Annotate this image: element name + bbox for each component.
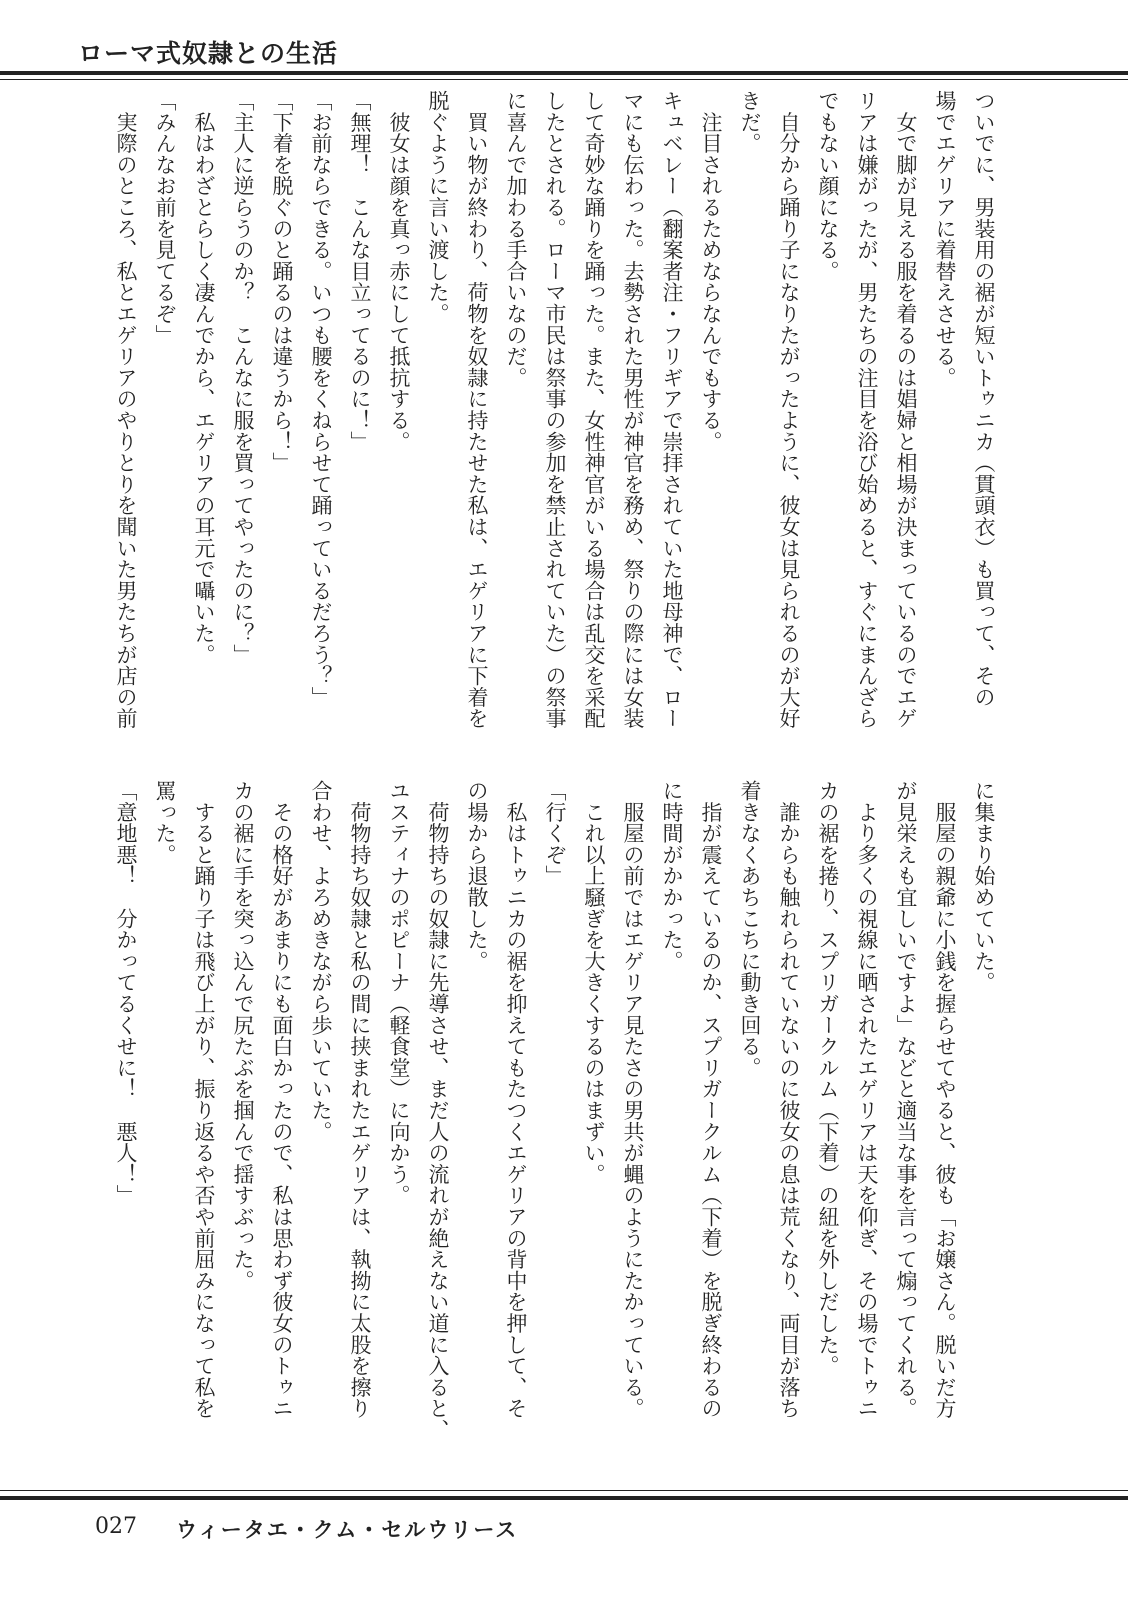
text-column: その格好があまりにも面白かったので、私は思わず彼女のトゥニ [270,780,294,1419]
text-column: 「意地悪！ 分かってるくせに！ 悪人！」 [114,780,138,1206]
text-column: 私はトゥニカの裾を抑えてもたつくエゲリアの背中を押して、そ [504,780,528,1419]
body-text-top [106,90,1003,740]
text-column: きだ。 [738,90,762,154]
text-column: マにも伝わった。去勢された男性が神官を務め、祭りの際には女装 [621,90,645,729]
text-column: に喜んで加わる手合いなのだ。 [504,90,528,389]
text-column: 「下着を脱ぐのと踊るのは違うから！」 [270,90,294,474]
text-column: これ以上騒ぎを大きくするのはまずい。 [582,780,606,1185]
text-column: でもない顔になる。 [816,90,840,282]
text-column: カの裾に手を突っ込んで尻たぶを掴んで揺すぶった。 [231,780,255,1292]
page-header-title: ローマ式奴隷との生活 [78,39,339,68]
body-text-bottom [106,780,1003,1450]
header-rule-thick [0,71,1128,75]
footer-book-title: ウィータエ・クム・セルウリース [176,1517,519,1542]
text-column: 合わせ、よろめきながら歩いていた。 [309,780,333,1143]
text-column: ついでに、男装用の裾が短いトゥニカ（貫頭衣）も買って、その [972,90,996,708]
header-rule-thin [0,79,1128,80]
text-column: 荷物持ちの奴隷に先導させ、まだ人の流れが絶えない道に入ると、 [426,780,450,1441]
text-column: 私はわざとらしく凄んでから、エゲリアの耳元で囁いた。 [192,90,216,666]
text-column: 「お前ならできる。いつも腰をくねらせて踊っているだろう？」 [309,90,333,708]
text-column: に集まり始めていた。 [972,780,996,993]
text-column: 彼女は顔を真っ赤にして抵抗する。 [387,90,411,453]
footer-rule-thin [0,1490,1128,1491]
text-column: 「行くぞ」 [543,780,567,887]
text-column: リアは嫌がったが、男たちの注目を浴び始めると、すぐにまんざら [855,90,879,729]
text-column: 服屋の親爺に小銭を握らせてやると、彼も「お嬢さん。脱いだ方 [933,780,957,1419]
text-column: 自分から踊り子になりたがったように、彼女は見られるのが大好 [777,90,801,729]
text-column: 服屋の前ではエゲリア見たさの男共が蝿のようにたかっている。 [621,780,645,1419]
text-column: 脱ぐように言い渡した。 [426,90,450,325]
text-column: 女で脚が見える服を着るのは娼婦と相場が決まっているのでエゲ [894,90,918,729]
text-column: 罵った。 [153,780,177,866]
text-column: キュベレー（翻案者注・フリギアで崇拝されていた地母神で、ロー [660,90,684,729]
text-column: ユスティナのポピーナ（軽食堂）に向かう。 [387,780,411,1206]
page-number: 027 [95,1514,137,1539]
text-column: 注目されるためならなんでもする。 [699,90,723,453]
text-column: 買い物が終わり、荷物を奴隷に持たせた私は、エゲリアに下着を [465,90,489,729]
text-column: 実際のところ、私とエゲリアのやりとりを聞いた男たちが店の前 [114,90,138,729]
text-column: が見栄えも宜しいですよ」などと適当な事を言って煽ってくれる。 [894,780,918,1419]
text-column: 「主人に逆らうのか？ こんなに服を買ってやったのに？」 [231,90,255,666]
text-column: 指が震えているのか、スプリガークルム（下着）を脱ぎ終わるの [699,780,723,1419]
text-column: 誰からも触れられていないのに彼女の息は荒くなり、両目が落ち [777,780,801,1419]
text-column: 荷物持ち奴隷と私の間に挟まれたエゲリアは、執拗に太股を擦り [348,780,372,1419]
text-column: すると踊り子は飛び上がり、振り返るや否や前屈みになって私を [192,780,216,1419]
text-column: に時間がかかった。 [660,780,684,972]
footer-rule-thick [0,1496,1128,1500]
text-column: したとされる。ローマ市民は祭事の参加を禁止されていた）の祭事 [543,90,567,729]
text-column: 「無理！ こんな目立ってるのに！」 [348,90,372,453]
text-column: の場から退散した。 [465,780,489,972]
text-column: 着きなくあちこちに動き回る。 [738,780,762,1079]
text-column: より多くの視線に晒されたエゲリアは天を仰ぎ、その場でトゥニ [855,780,879,1419]
text-column: カの裾を捲り、スプリガークルム（下着）の紐を外しだした。 [816,780,840,1377]
text-column: 「みんなお前を見てるぞ」 [153,90,177,346]
text-column: 場でエゲリアに着替えさせる。 [933,90,957,389]
text-column: して奇妙な踊りを踊った。また、女性神官がいる場合は乱交を采配 [582,90,606,729]
